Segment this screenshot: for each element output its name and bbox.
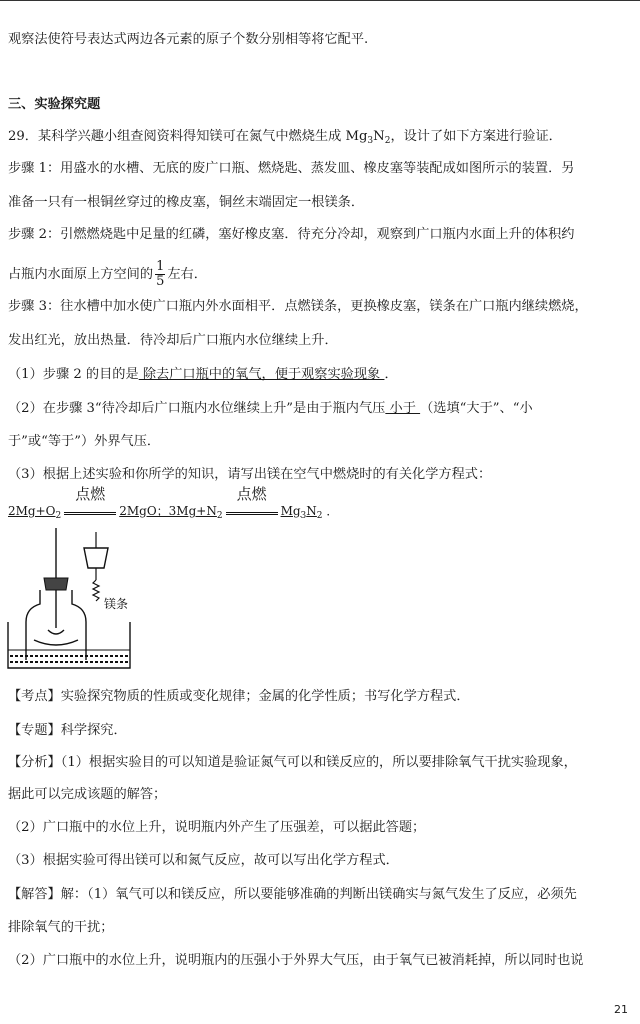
combustion-spoon: [48, 630, 64, 634]
analysis-line4: （3）根据实验可得出镁可以和氮气反应，故可以写出化学方程式．: [8, 853, 399, 868]
chemical-equation: $2Mg+O_2$ 点燃 2MgO；$3Mg+N_2$ 点燃 $Mg_3N_2$ ．: [8, 485, 339, 521]
text-line: 观察法使符号表达式两边各元素的原子个数分别相等将它配平.: [8, 32, 369, 47]
evaporating-dish: [34, 640, 78, 645]
equals-sign: [64, 511, 116, 513]
step2-line1: 步骤 2：引燃燃烧匙中足量的红磷，塞好橡皮塞．待充分冷却，观察到广口瓶内水面上升的体积约: [8, 227, 575, 242]
analysis-line1: 【分析】（1）根据实验目的可以知道是验证氮气可以和镁反应的，所以要排除氧气干扰实验现象，: [8, 755, 577, 770]
kaodian: 【考点】实验探究物质的性质或变化规律；金属的化学性质；书写化学方程式．: [8, 689, 470, 704]
solution-line3: （2）广口瓶中的水位上升，说明瓶内的压强小于外界大气压，由于氧气已被消耗掉，所以同时也说: [8, 953, 584, 968]
step1-line1: 步骤 1：用盛水的水槽、无底的废广口瓶、燃烧匙、蒸发皿、橡皮塞等装配成如图所示的装置．另: [8, 161, 575, 176]
answer-2-line1: （2）在步骤 3“待冷却后广口瓶内水位继续上升”是由于瓶内气压 小于 （选填“大于”、“小: [8, 401, 533, 416]
step1-line2: 准备一只有一根铜丝穿过的橡皮塞，铜丝末端固定一根镁条．: [8, 195, 365, 210]
solution-line1: 【解答】解：（1）氧气可以和镁反应，所以要能够准确的判断出镁确实与氮气发生了反应，必须先: [8, 887, 577, 902]
solution-line2: 排除氧气的干扰；: [8, 920, 114, 935]
analysis-line3: （2）广口瓶中的水位上升，说明瓶内外产生了压强差，可以据此答题；: [8, 820, 426, 835]
zhuanti: 【专题】科学探究．: [8, 723, 127, 738]
top-rule: [0, 0, 640, 1]
answer-1-blank: 除去广口瓶中的氧气，便于观察实验现象: [138, 367, 385, 382]
fraction: $\frac{1}{5}$: [156, 259, 165, 289]
step3-line2: 发出红光，放出热量．待冷却后广口瓶内水位继续上升．: [8, 333, 338, 348]
answer-3: （3）根据上述实验和你所学的知识，请写出镁在空气中燃烧时的有关化学方程式：: [8, 467, 492, 482]
bottle-stopper: [44, 578, 68, 590]
answer-2-line2: 于”或“等于”）外界气压．: [8, 434, 161, 449]
step2-line2: 占瓶内水面原上方空间的 $\frac{1}{5}$ 左右．: [8, 259, 207, 289]
equals-sign: [226, 511, 278, 513]
magnesium-label: 镁条: [104, 597, 129, 611]
answer-2-blank: 小于: [385, 401, 421, 416]
answer-1: （1）步骤 2 的目的是 除去广口瓶中的氧气，便于观察实验现象 ．: [8, 367, 398, 382]
question-29: 29．某科学兴趣小组查阅资料得知镁可在氮气中燃烧生成 $Mg_3N_2$，设计了如下方案进行验证．: [8, 129, 562, 146]
magnesium-ribbon: [93, 580, 99, 601]
analysis-line2: 据此可以完成该题的解答；: [8, 787, 167, 802]
apparatus-diagram: [4, 526, 136, 674]
section-heading: 三、实验探究题: [8, 97, 101, 112]
condition-label: 点燃: [75, 485, 106, 503]
step3-line1: 步骤 3：往水槽中加水使广口瓶内外水面相平．点燃镁条，更换橡皮塞，镁条在广口瓶内继续燃烧，: [8, 299, 588, 314]
page-number: 21: [614, 1003, 628, 1016]
condition-label: 点燃: [236, 485, 267, 503]
second-stopper: [84, 548, 108, 568]
